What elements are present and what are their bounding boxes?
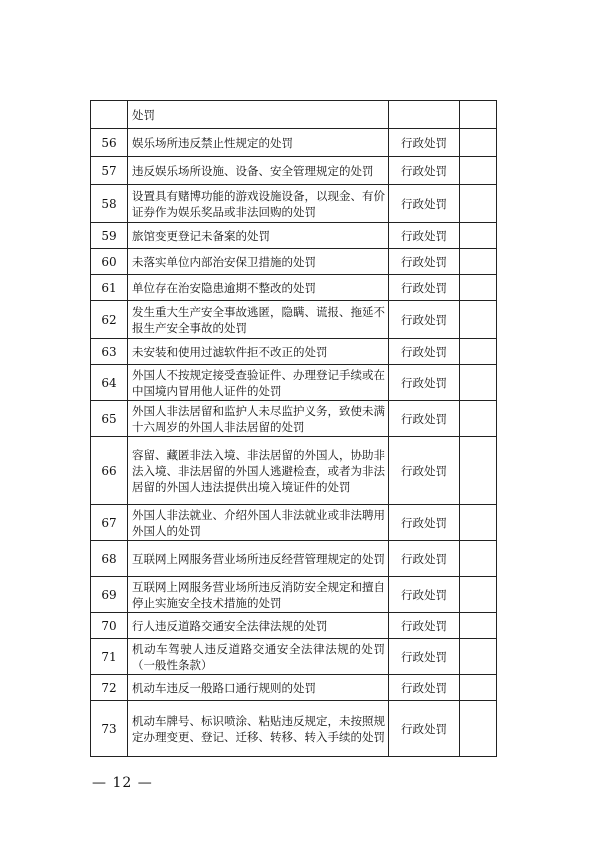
row-number: 69 — [91, 577, 128, 613]
table-row — [91, 223, 497, 249]
item-name: 发生重大生产安全事故逃匿，隐瞒、谎报、拖延不报生产安全事故的处罚 — [128, 301, 389, 339]
item-name: 单位存在治安隐患逾期不整改的处罚 — [128, 275, 389, 301]
row-number: 71 — [91, 639, 128, 675]
item-type: 行政处罚 — [389, 249, 460, 275]
blank-cell — [460, 437, 497, 505]
item-type: 行政处罚 — [389, 275, 460, 301]
item-type: 行政处罚 — [389, 541, 460, 577]
row-number: 57 — [91, 157, 128, 185]
table-row — [91, 701, 497, 757]
item-name: 外国人不按规定接受查验证件、办理登记手续或在中国境内冒用他人证件的处罚 — [128, 365, 389, 401]
row-number: 70 — [91, 613, 128, 639]
blank-cell — [460, 541, 497, 577]
item-name: 机动车牌号、标识喷涂、粘贴违反规定，未按照规定办理变更、登记、迁移、转移、转入手续的处罚 — [128, 701, 389, 757]
table-row — [91, 129, 497, 157]
row-number: 67 — [91, 505, 128, 541]
blank-cell — [460, 339, 497, 365]
table-body — [91, 101, 497, 757]
item-type: 行政处罚 — [389, 613, 460, 639]
table-row — [91, 249, 497, 275]
item-type: 行政处罚 — [389, 339, 460, 365]
table-row — [91, 365, 497, 401]
blank-cell — [460, 639, 497, 675]
blank-cell — [460, 701, 497, 757]
table-row — [91, 577, 497, 613]
item-name: 机动车违反一般路口通行规则的处罚 — [128, 675, 389, 701]
blank-cell — [460, 365, 497, 401]
blank-cell — [460, 675, 497, 701]
table-row — [91, 339, 497, 365]
item-type: 行政处罚 — [389, 675, 460, 701]
row-number: 73 — [91, 701, 128, 757]
table-row — [91, 613, 497, 639]
blank-cell — [460, 249, 497, 275]
item-name: 行人违反道路交通安全法律法规的处罚 — [128, 613, 389, 639]
row-number: 66 — [91, 437, 128, 505]
row-number: 60 — [91, 249, 128, 275]
table-row — [91, 301, 497, 339]
blank-cell — [460, 577, 497, 613]
row-number — [91, 101, 128, 129]
item-name: 未落实单位内部治安保卫措施的处罚 — [128, 249, 389, 275]
item-type: 行政处罚 — [389, 223, 460, 249]
blank-cell — [460, 401, 497, 437]
document-table — [90, 100, 497, 757]
item-type: 行政处罚 — [389, 577, 460, 613]
item-name: 互联网上网服务营业场所违反经营管理规定的处罚 — [128, 541, 389, 577]
item-name: 设置具有赌博功能的游戏设施设备，以现金、有价证券作为娱乐奖品或非法回购的处罚 — [128, 185, 389, 223]
table-row — [91, 275, 497, 301]
blank-cell — [460, 275, 497, 301]
row-number: 65 — [91, 401, 128, 437]
row-number: 62 — [91, 301, 128, 339]
table-row — [91, 541, 497, 577]
row-number: 72 — [91, 675, 128, 701]
item-name: 机动车驾驶人违反道路交通安全法律法规的处罚（一般性条款） — [128, 639, 389, 675]
table-row — [91, 185, 497, 223]
table-row — [91, 437, 497, 505]
item-type: 行政处罚 — [389, 301, 460, 339]
blank-cell — [460, 101, 497, 129]
row-number: 59 — [91, 223, 128, 249]
blank-cell — [460, 613, 497, 639]
table-row — [91, 505, 497, 541]
row-number: 58 — [91, 185, 128, 223]
table-row — [91, 157, 497, 185]
row-number: 56 — [91, 129, 128, 157]
blank-cell — [460, 223, 497, 249]
row-number: 63 — [91, 339, 128, 365]
page-number: — 12 — — [92, 775, 153, 791]
blank-cell — [460, 185, 497, 223]
item-name: 容留、藏匿非法入境、非法居留的外国人，协助非法入境、非法居留的外国人逃避检查，或者为非法居留的外国人违法提供出境入境证件的处罚 — [128, 437, 389, 505]
blank-cell — [460, 505, 497, 541]
item-type: 行政处罚 — [389, 437, 460, 505]
table-row — [91, 675, 497, 701]
item-type: 行政处罚 — [389, 701, 460, 757]
item-name: 处罚 — [128, 101, 389, 129]
blank-cell — [460, 301, 497, 339]
item-type: 行政处罚 — [389, 185, 460, 223]
blank-cell — [460, 157, 497, 185]
item-name: 旅馆变更登记未备案的处罚 — [128, 223, 389, 249]
item-type — [389, 101, 460, 129]
table-row — [91, 639, 497, 675]
item-name: 外国人非法居留和监护人未尽监护义务，致使未满十六周岁的外国人非法居留的处罚 — [128, 401, 389, 437]
table-row — [91, 401, 497, 437]
item-name: 娱乐场所违反禁止性规定的处罚 — [128, 129, 389, 157]
table-row — [91, 101, 497, 129]
item-name: 违反娱乐场所设施、设备、安全管理规定的处罚 — [128, 157, 389, 185]
item-name: 未安装和使用过滤软件拒不改正的处罚 — [128, 339, 389, 365]
item-type: 行政处罚 — [389, 505, 460, 541]
item-name: 互联网上网服务营业场所违反消防安全规定和擅自停止实施安全技术措施的处罚 — [128, 577, 389, 613]
item-type: 行政处罚 — [389, 401, 460, 437]
item-type: 行政处罚 — [389, 157, 460, 185]
blank-cell — [460, 129, 497, 157]
row-number: 68 — [91, 541, 128, 577]
item-type: 行政处罚 — [389, 639, 460, 675]
item-type: 行政处罚 — [389, 365, 460, 401]
item-name: 外国人非法就业、介绍外国人非法就业或非法聘用外国人的处罚 — [128, 505, 389, 541]
item-type: 行政处罚 — [389, 129, 460, 157]
row-number: 61 — [91, 275, 128, 301]
row-number: 64 — [91, 365, 128, 401]
